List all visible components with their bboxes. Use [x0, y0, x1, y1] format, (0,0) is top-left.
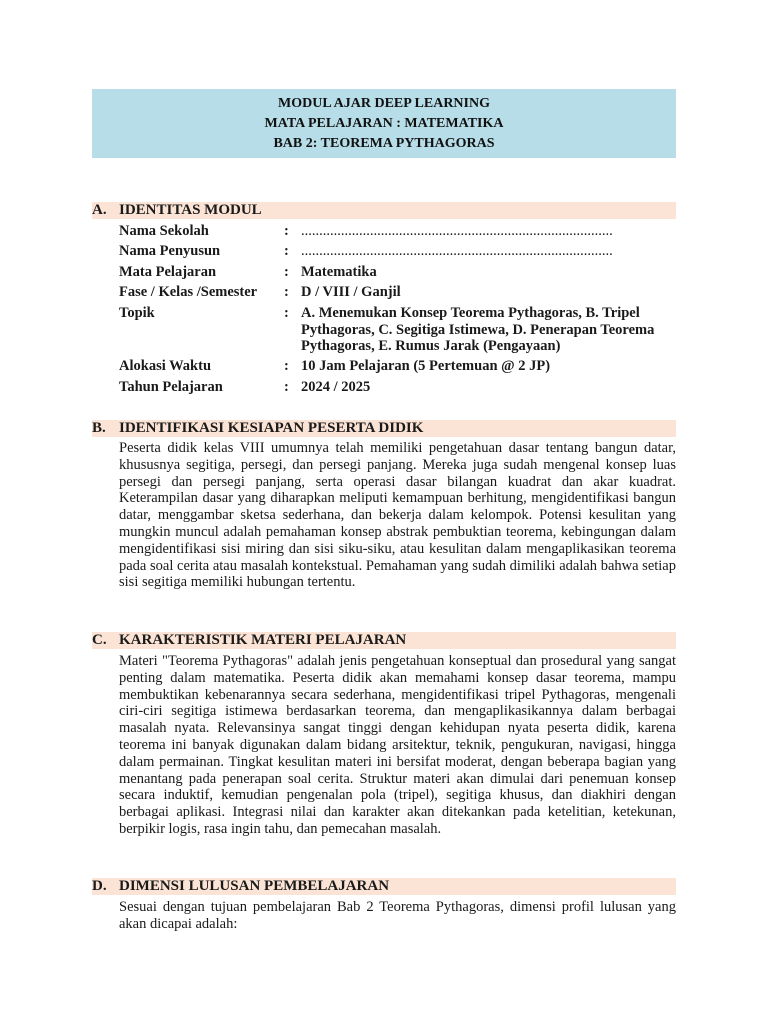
- section-b-letter: B.: [92, 420, 106, 436]
- identity-value: ......................................................................................: [301, 223, 613, 239]
- identity-value: 2024 / 2025: [301, 379, 371, 395]
- module-title-box: [92, 89, 676, 158]
- identity-label: Alokasi Waktu: [119, 358, 212, 374]
- identity-label: Mata Pelajaran: [119, 264, 217, 280]
- section-a-letter: A.: [92, 202, 107, 218]
- identity-colon: :: [284, 284, 289, 300]
- section-c-title: KARAKTERISTIK MATERI PELAJARAN: [119, 632, 407, 648]
- identity-label: Topik: [119, 305, 155, 321]
- identity-value: ......................................................................................: [301, 243, 613, 259]
- section-b-title: IDENTIFIKASI KESIAPAN PESERTA DIDIK: [119, 420, 424, 436]
- identity-label: Tahun Pelajaran: [119, 379, 223, 395]
- section-d-title: DIMENSI LULUSAN PEMBELAJARAN: [119, 878, 390, 894]
- section-a-title: IDENTITAS MODUL: [119, 202, 262, 218]
- section-d-letter: D.: [92, 878, 107, 894]
- identity-colon: :: [284, 223, 289, 239]
- section-c-letter: C.: [92, 632, 107, 648]
- section-c-body: Materi "Teorema Pythagoras" adalah jenis pengetahuan konseptual dan prosedural yang sangat penting dalam matematika. Peserta didik akan memahami konsep dasar teorema, mampu membuktikan kebenarannya secara sederhana, mengidentifikasi tripel Pythagoras, mengenali ciri-ciri segitiga istimewa berdasarkan teorema, dan mengaplikasikannya dalam berbagai masalah nyata. Relevansinya sangat tinggi dengan kehidupan nyata peserta didik, karena teorema ini banyak digunakan dalam bidang arsitektur, teknik, pengukuran, navigasi, hingga dalam permainan. Tingkat kesulitan materi ini bersifat moderat, dengan beberapa bagian yang menantang pada penerapan soal cerita. Struktur materi akan dimulai dari penemuan konsep secara induktif, kemudian pengenalan pola (tripel), segitiga khusus, dan diakhiri dengan berbagai aplikasi. Integrasi nilai dan karakter akan ditekankan pada ketelitian, ketekunan, berpikir logis, rasa ingin tahu, dan pemecahan masalah.: [119, 653, 676, 837]
- identity-colon: :: [284, 379, 289, 395]
- identity-value: 10 Jam Pelajaran (5 Pertemuan @ 2 JP): [301, 358, 551, 374]
- identity-colon: :: [284, 305, 289, 321]
- identity-label: Fase / Kelas /Semester: [119, 284, 258, 300]
- identity-colon: :: [284, 358, 289, 374]
- subject-title: MATA PELAJARAN : MATEMATIKA: [264, 116, 504, 131]
- identity-label: Nama Penyusun: [119, 243, 221, 259]
- section-d-body: Sesuai dengan tujuan pembelajaran Bab 2 Teorema Pythagoras, dimensi profil lulusan yang akan dicapai adalah:: [119, 899, 676, 932]
- module-title: MODUL AJAR DEEP LEARNING: [278, 96, 490, 111]
- identity-value: D / VIII / Ganjil: [301, 284, 401, 300]
- identity-value: A. Menemukan Konsep Teorema Pythagoras, B. Tripel Pythagoras, C. Segitiga Istimewa, D. Penerapan Teorema Pythagoras, E. Rumus Jarak (Pengayaan): [301, 305, 655, 354]
- chapter-title: BAB 2: TEOREMA PYTHAGORAS: [273, 136, 495, 151]
- identity-value: Matematika: [301, 264, 377, 280]
- section-b-body: Peserta didik kelas VIII umumnya telah memiliki pengetahuan dasar tentang bangun datar, khususnya segitiga, persegi, dan persegi panjang. Mereka juga sudah mengenal konsep luas persegi dan persegi panjang, serta operasi dasar bilangan kuadrat dan akar kuadrat. Keterampilan dasar yang diharapkan meliputi kemampuan berhitung, mengidentifikasi bangun datar, menggambar sketsa sederhana, dan bekerja dalam kelompok. Potensi kesulitan yang mungkin muncul adalah pemahaman konsep abstrak pembuktian teorema, kebingungan dalam mengidentifikasi sisi miring dan sisi siku-siku, atau kesulitan dalam mengaplikasikan teorema pada soal cerita atau masalah kontekstual. Pemahaman yang sudah dimiliki adalah bahwa setiap sisi segitiga memiliki hubungan tertentu.: [119, 440, 676, 591]
- identity-colon: :: [284, 264, 289, 280]
- identity-colon: :: [284, 243, 289, 259]
- identity-label: Nama Sekolah: [119, 223, 209, 239]
